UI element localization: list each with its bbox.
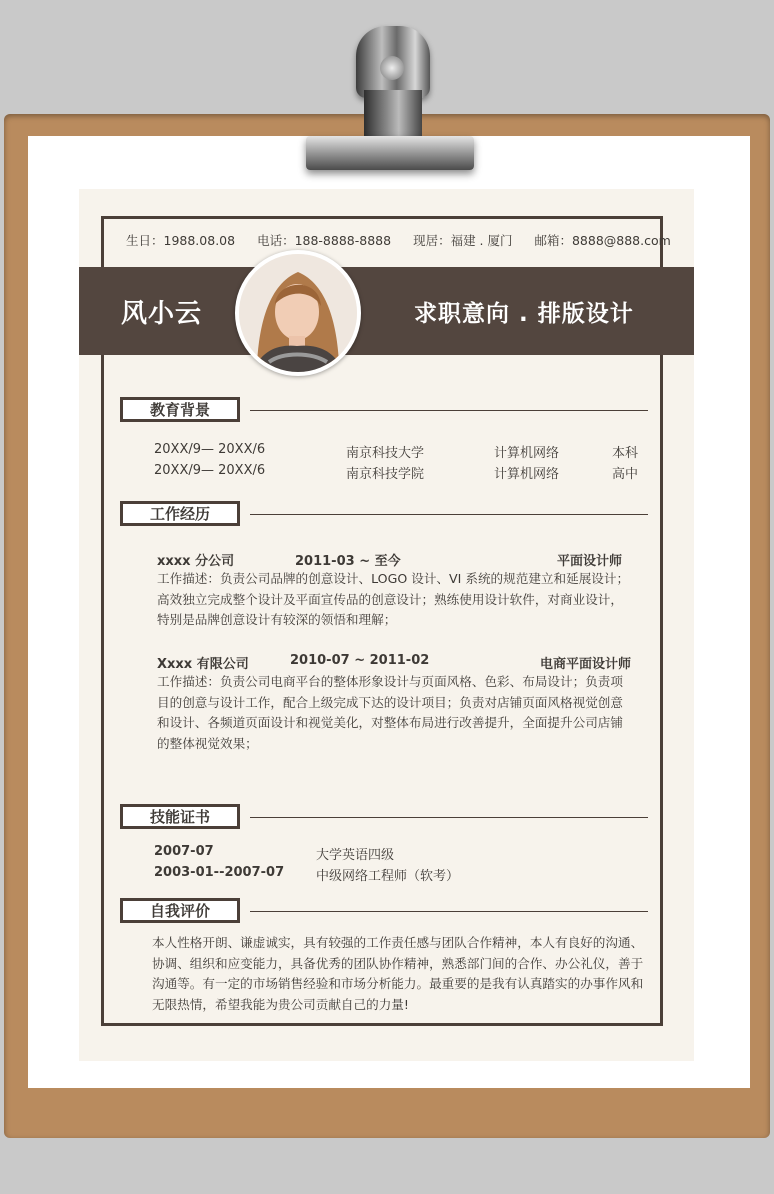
section-divider <box>250 514 648 515</box>
email: 邮箱：8888@888.com <box>534 233 671 248</box>
job-objective: 求职意向 . 排版设计 <box>414 301 634 327</box>
cert-date: 2007-07 <box>154 844 214 859</box>
contact-info <box>126 231 689 249</box>
job-role: 电商平面设计师 <box>540 657 632 672</box>
cert-date: 2003-01--2007-07 <box>154 865 285 880</box>
section-self-title: 自我评价 <box>120 898 240 923</box>
edu-period: 20XX/9— 20XX/6 <box>154 442 266 457</box>
edu-major: 计算机网络 <box>494 446 560 461</box>
residence: 现居：福建 . 厦门 <box>413 233 513 248</box>
job-company: xxxx 分公司 <box>157 554 235 569</box>
cert-name: 中级网络工程师（软考） <box>316 869 460 884</box>
clip-neck <box>364 90 422 138</box>
edu-period: 20XX/9— 20XX/6 <box>154 463 266 478</box>
cert-name: 大学英语四级 <box>316 848 395 863</box>
edu-school: 南京科技大学 <box>346 446 425 461</box>
edu-degree: 高中 <box>612 467 639 482</box>
job-period: 2010-07 ~ 2011-02 <box>290 653 430 668</box>
avatar-photo <box>235 250 361 376</box>
portrait-icon <box>239 254 357 372</box>
phone-number: 电话：188-8888-8888 <box>257 233 392 248</box>
section-skills-title: 技能证书 <box>120 804 240 829</box>
job-description: 工作描述：负责公司电商平台的整体形象设计与页面风格、色彩、布局设计；负责项目的创意与设计工作，配合上级完成下达的设计项目；负责对店铺页面风格视觉创意和设计、各频道页面设计和视觉美化，对整体布局进行改善提升，全面提升公司店铺的整体视觉效果； <box>157 674 623 751</box>
job-description: 工作描述：负责公司品牌的创意设计、LOGO 设计、VI 系统的规范建立和延展设计；高效独立完成整个设计及平面宣传品的创意设计；熟练使用设计软件，对商业设计，特别是品牌创意设计有较深的领悟和理解； <box>157 571 630 627</box>
edu-major: 计算机网络 <box>494 467 560 482</box>
clip-hole <box>380 56 404 80</box>
self-evaluation-text: 本人性格开朗、谦虚诚实，具有较强的工作责任感与团队合作精神，本人有良好的沟通、协调、组织和应变能力，具备优秀的团队协作精神，熟悉部门间的合作、办公礼仪，善于沟通等。有一定的市场销售经验和市场分析能力。最重要的是我有认真踏实的办事作风和无限热情，希望我能为贵公司贡献自己的力量! <box>152 935 644 1012</box>
section-work-title: 工作经历 <box>120 501 240 526</box>
job-role: 平面设计师 <box>557 554 623 569</box>
job-company: Xxxx 有限公司 <box>157 657 249 672</box>
section-education-title: 教育背景 <box>120 397 240 422</box>
candidate-name: 风小云 <box>121 299 203 329</box>
edu-school: 南京科技学院 <box>346 467 425 482</box>
clip-bar <box>306 136 474 170</box>
edu-degree: 本科 <box>612 446 639 461</box>
section-divider <box>250 911 648 912</box>
job-period: 2011-03 ~ 至今 <box>295 554 401 569</box>
section-divider <box>250 410 648 411</box>
birth-date: 生日：1988.08.08 <box>126 233 236 248</box>
section-divider <box>250 817 648 818</box>
